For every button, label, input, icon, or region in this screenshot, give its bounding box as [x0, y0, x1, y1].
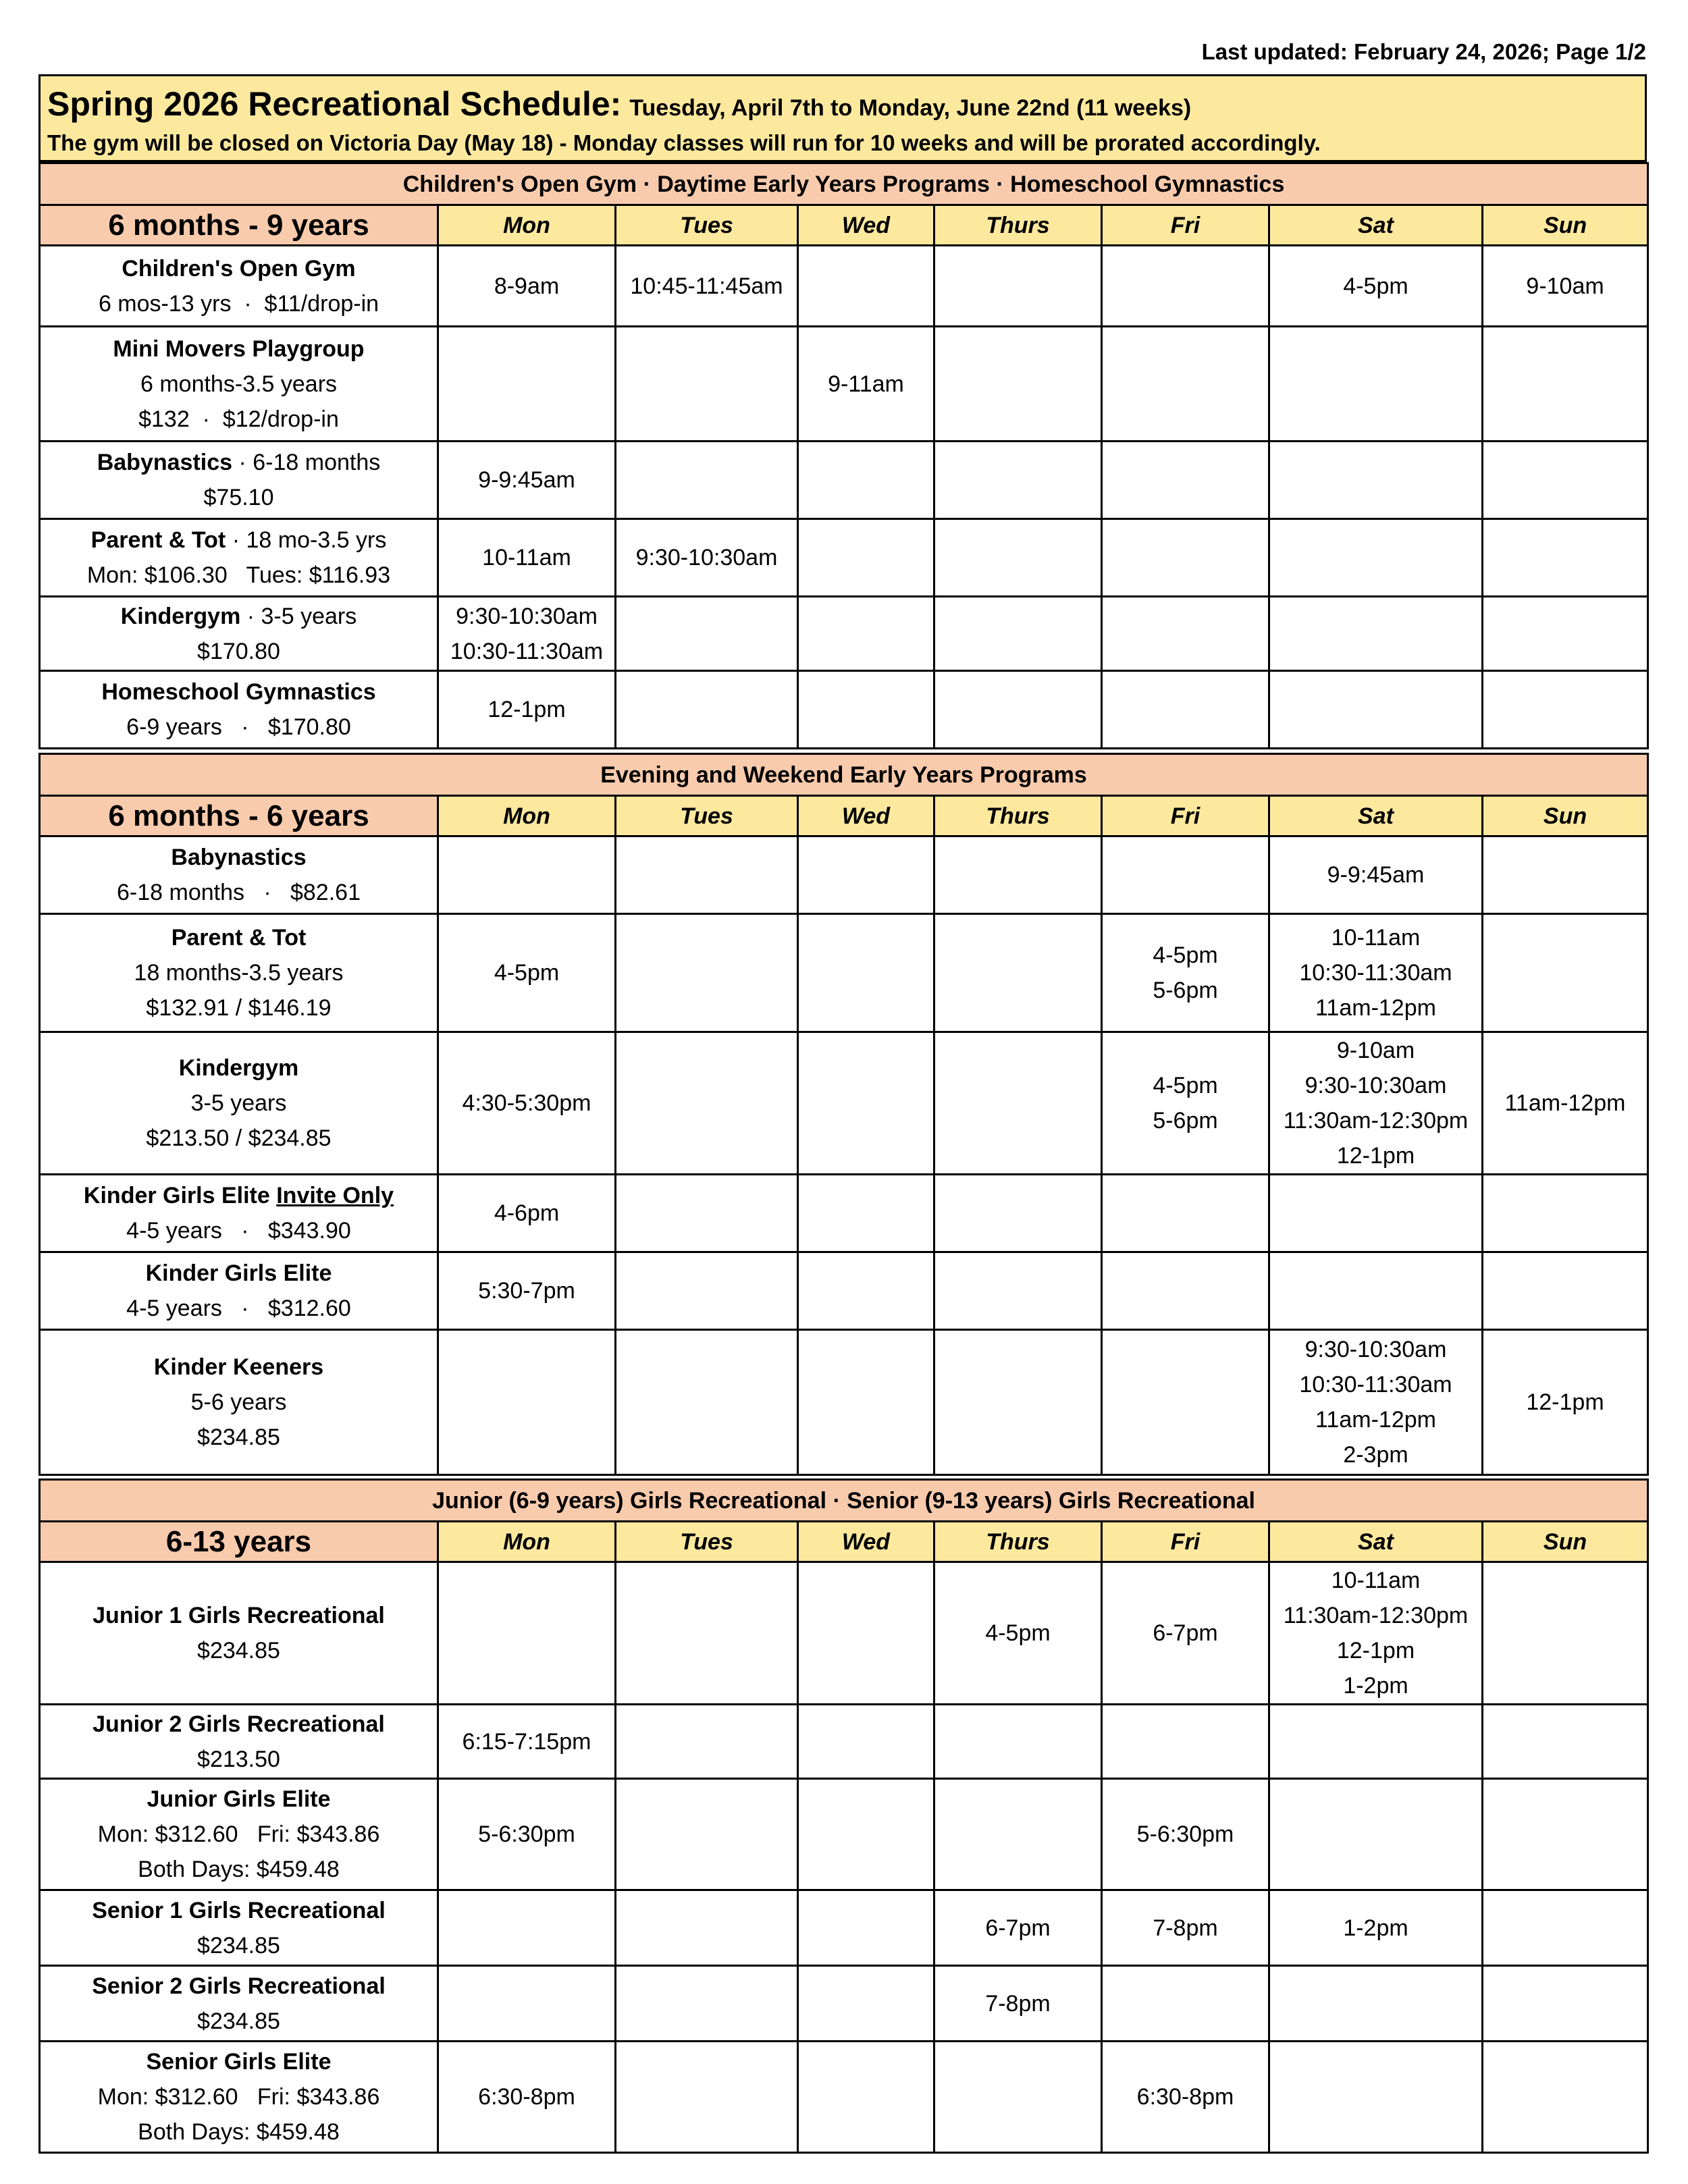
program-name-suffix: · 18 mo-3.5 yrs — [226, 527, 387, 553]
program-name: Junior Girls Elite — [147, 1786, 331, 1812]
program-detail: 4-5 years · $312.60 — [126, 1296, 351, 1321]
day-header: Tues — [616, 1522, 798, 1562]
time-slot: 10-11am — [1331, 1568, 1421, 1593]
program-name: Parent & Tot — [90, 527, 226, 553]
program-detail: $234.85 — [197, 1638, 280, 1663]
day-header-row — [40, 796, 1648, 836]
schedule-table-daytime — [38, 162, 1649, 749]
time-cell — [798, 671, 934, 749]
program-name: Junior 1 Girls Recreational — [93, 1603, 385, 1628]
time-cell — [1102, 442, 1269, 519]
time-slot: 10:30-11:30am — [450, 638, 604, 664]
time-cell — [798, 1252, 934, 1330]
day-header-row — [40, 1522, 1648, 1562]
time-cell — [616, 1032, 798, 1175]
time-cell — [1102, 1890, 1269, 1966]
time-slot: 4:30-5:30pm — [462, 1090, 591, 1116]
program-name: Senior 1 Girls Recreational — [92, 1897, 386, 1923]
program-row — [40, 1890, 1648, 1966]
program-detail: 18 months-3.5 years — [134, 960, 344, 986]
section-banner — [40, 1480, 1648, 1522]
time-cell — [1269, 671, 1483, 749]
time-cell — [1483, 1966, 1648, 2042]
time-cell — [616, 914, 798, 1032]
program-detail: 6-18 months · $82.61 — [117, 880, 361, 905]
time-cell — [1102, 2042, 1269, 2153]
program-name: Babynastics — [97, 450, 233, 475]
day-header-row — [40, 205, 1648, 246]
time-cell — [616, 1330, 798, 1475]
page-title: Spring 2026 Recreational Schedule: — [47, 85, 622, 123]
section-banner — [40, 163, 1648, 205]
time-cell — [1269, 1779, 1483, 1890]
program-detail: Mon: $106.30 Tues: $116.93 — [86, 562, 391, 588]
time-cell — [934, 1966, 1102, 2042]
time-cell — [798, 519, 934, 597]
time-cell — [934, 1779, 1102, 1890]
time-cell — [934, 1032, 1102, 1175]
age-range: 6-13 years — [40, 1522, 438, 1562]
program-cell — [40, 1966, 438, 2042]
time-slot: 9-11am — [828, 371, 904, 397]
day-header: Fri — [1102, 796, 1269, 836]
time-cell — [934, 1330, 1102, 1475]
time-cell — [438, 1705, 616, 1779]
program-name-suffix: · 3-5 years — [240, 603, 357, 629]
program-row — [40, 1252, 1648, 1330]
time-cell — [798, 1705, 934, 1779]
time-cell — [1102, 1032, 1269, 1175]
time-slot: 4-5pm — [1153, 1073, 1218, 1098]
time-cell — [798, 1562, 934, 1705]
time-cell — [1269, 327, 1483, 442]
time-cell — [438, 442, 616, 519]
time-cell — [438, 1966, 616, 2042]
day-header: Sat — [1269, 1522, 1483, 1562]
time-cell — [1269, 1562, 1483, 1705]
program-name: Senior 2 Girls Recreational — [92, 1973, 386, 1999]
time-cell — [798, 1890, 934, 1966]
time-cell — [438, 1562, 616, 1705]
program-name: Kinder Keeners — [153, 1354, 324, 1380]
day-header: Thurs — [934, 796, 1102, 836]
time-cell — [934, 1175, 1102, 1252]
time-slot: 5-6:30pm — [1136, 1821, 1234, 1847]
time-cell — [438, 2042, 616, 2153]
program-cell — [40, 1890, 438, 1966]
time-slot: 8-9am — [494, 273, 560, 299]
time-cell — [934, 671, 1102, 749]
time-cell — [1102, 1779, 1269, 1890]
program-detail: 6 mos-13 yrs · $11/drop-in — [98, 290, 379, 317]
time-cell — [438, 1890, 616, 1966]
program-cell — [40, 1779, 438, 1890]
program-name: Kindergym — [120, 603, 241, 629]
time-slot: 4-5pm — [985, 1620, 1051, 1646]
time-cell — [798, 914, 934, 1032]
time-slot: 9-10am — [1336, 1038, 1415, 1063]
last-updated: Last updated: February 24, 2026; Page 1/2 — [1201, 39, 1646, 64]
day-header: Sun — [1483, 1522, 1648, 1562]
time-cell — [1269, 914, 1483, 1032]
time-slot: 10-11am — [482, 545, 571, 570]
time-slot: 12-1pm — [1526, 1389, 1604, 1415]
time-slot: 9:30-10:30am — [456, 603, 598, 629]
program-name: Kindergym — [178, 1055, 299, 1081]
program-detail: $234.85 — [197, 2008, 280, 2034]
time-cell — [1483, 1705, 1648, 1779]
program-row — [40, 519, 1648, 597]
time-slot: 5-6pm — [1153, 1108, 1218, 1134]
time-cell — [798, 1966, 934, 2042]
program-cell — [40, 1252, 438, 1330]
time-slot: 6-7pm — [1153, 1620, 1218, 1646]
time-cell — [1269, 442, 1483, 519]
day-header: Thurs — [934, 205, 1102, 246]
program-detail: 6-9 years · $170.80 — [126, 714, 351, 740]
time-cell — [438, 1252, 616, 1330]
program-detail: Both Days: $459.48 — [138, 1857, 340, 1882]
time-slot: 6:15-7:15pm — [462, 1728, 591, 1755]
time-cell — [934, 1705, 1102, 1779]
time-cell — [1269, 519, 1483, 597]
day-header: Wed — [798, 1522, 934, 1562]
time-cell — [616, 836, 798, 914]
time-cell — [616, 442, 798, 519]
time-cell — [1483, 671, 1648, 749]
time-cell — [1102, 246, 1269, 327]
program-name: Parent & Tot — [171, 925, 307, 951]
time-cell — [616, 1252, 798, 1330]
program-cell — [40, 246, 438, 327]
program-name: Junior 2 Girls Recreational — [93, 1711, 385, 1737]
time-cell — [1269, 1252, 1483, 1330]
time-slot: 9:30-10:30am — [1304, 1337, 1447, 1362]
time-slot: 10-11am — [1331, 925, 1421, 951]
program-row — [40, 246, 1648, 327]
time-slot: 4-5pm — [494, 960, 560, 986]
program-cell — [40, 597, 438, 671]
time-slot: 11:30am-12:30pm — [1283, 1108, 1469, 1134]
time-cell — [616, 1966, 798, 2042]
time-cell — [1483, 1779, 1648, 1890]
time-slot: 11am-12pm — [1315, 995, 1436, 1021]
program-row — [40, 1562, 1648, 1705]
time-slot: 11am-12pm — [1315, 1407, 1436, 1433]
time-cell — [934, 246, 1102, 327]
time-cell — [934, 914, 1102, 1032]
time-cell — [798, 246, 934, 327]
time-slot: 10:30-11:30am — [1299, 960, 1452, 986]
time-slot: 4-6pm — [494, 1200, 560, 1226]
program-cell — [40, 442, 438, 519]
section-banner-text: Children's Open Gym · Daytime Early Years Programs · Homeschool Gymnastics — [40, 163, 1648, 205]
section-banner-text: Junior (6-9 years) Girls Recreational · Senior (9-13 years) Girls Recreational — [40, 1480, 1648, 1522]
day-header: Wed — [798, 205, 934, 246]
time-slot: 1-2pm — [1343, 1673, 1408, 1699]
program-row — [40, 914, 1648, 1032]
time-cell — [438, 1330, 616, 1475]
time-cell — [798, 2042, 934, 2153]
program-row — [40, 1032, 1648, 1175]
time-slot: 2-3pm — [1343, 1442, 1408, 1468]
time-cell — [616, 327, 798, 442]
program-cell — [40, 1562, 438, 1705]
time-cell — [1483, 836, 1648, 914]
program-name: Children's Open Gym — [122, 255, 356, 282]
time-cell — [438, 1175, 616, 1252]
program-cell — [40, 1330, 438, 1475]
time-cell — [1102, 519, 1269, 597]
time-cell — [438, 914, 616, 1032]
day-header: Fri — [1102, 205, 1269, 246]
time-cell — [934, 597, 1102, 671]
program-detail: $213.50 — [197, 1746, 280, 1772]
day-header: Sat — [1269, 205, 1483, 246]
time-cell — [798, 1330, 934, 1475]
time-cell — [1483, 2042, 1648, 2153]
time-cell — [798, 836, 934, 914]
time-cell — [1269, 246, 1483, 327]
time-cell — [616, 1705, 798, 1779]
time-cell — [1102, 1252, 1269, 1330]
time-cell — [438, 1779, 616, 1890]
time-cell — [616, 246, 798, 327]
time-cell — [934, 836, 1102, 914]
time-slot: 5-6pm — [1153, 978, 1218, 1003]
program-detail: Mon: $312.60 Fri: $343.86 — [97, 2084, 380, 2110]
time-cell — [934, 327, 1102, 442]
program-row — [40, 1705, 1648, 1779]
time-cell — [438, 671, 616, 749]
time-cell — [1102, 597, 1269, 671]
program-detail: $234.85 — [197, 1932, 280, 1959]
program-cell — [40, 1032, 438, 1175]
time-cell — [934, 1890, 1102, 1966]
day-header: Sun — [1483, 796, 1648, 836]
time-cell — [1483, 1562, 1648, 1705]
schedule-table-girls-recreational — [38, 1479, 1649, 2154]
day-header: Mon — [438, 1522, 616, 1562]
time-slot: 4-5pm — [1153, 942, 1218, 968]
time-cell — [1269, 1175, 1483, 1252]
time-cell — [616, 519, 798, 597]
time-cell — [798, 442, 934, 519]
time-slot: 9-10am — [1526, 273, 1604, 299]
invite-only-note: Invite Only — [276, 1183, 394, 1208]
time-cell — [438, 519, 616, 597]
time-slot: 10:30-11:30am — [1299, 1372, 1452, 1397]
time-slot: 1-2pm — [1343, 1915, 1408, 1941]
time-slot: 7-8pm — [1153, 1915, 1218, 1941]
program-name: Kinder Girls Elite — [145, 1260, 332, 1286]
session-dates: Tuesday, April 7th to Monday, June 22nd (11 weeks) — [629, 95, 1192, 121]
time-cell — [1102, 1966, 1269, 2042]
program-detail: Mon: $312.60 Fri: $343.86 — [97, 1821, 380, 1847]
time-cell — [1483, 1252, 1648, 1330]
time-cell — [616, 597, 798, 671]
time-cell — [1269, 2042, 1483, 2153]
program-detail: Both Days: $459.48 — [138, 2119, 340, 2145]
day-header: Wed — [798, 796, 934, 836]
time-cell — [1269, 836, 1483, 914]
closure-note: The gym will be closed on Victoria Day (May 18) - Monday classes will run for 10 weeks and will be prorated accordingly. — [47, 130, 1321, 155]
program-row — [40, 836, 1648, 914]
time-slot: 6:30-8pm — [478, 2084, 575, 2110]
time-cell — [438, 327, 616, 442]
time-cell — [616, 1175, 798, 1252]
time-cell — [934, 2042, 1102, 2153]
program-cell — [40, 519, 438, 597]
time-slot: 4-5pm — [1343, 273, 1408, 299]
time-slot: 7-8pm — [985, 1990, 1051, 2017]
program-row — [40, 1175, 1648, 1252]
day-header: Tues — [616, 796, 798, 836]
program-name-suffix: · 6-18 months — [232, 450, 381, 475]
time-cell — [798, 1779, 934, 1890]
program-row — [40, 1966, 1648, 2042]
time-slot: 9:30-10:30am — [1304, 1073, 1447, 1098]
time-cell — [1102, 914, 1269, 1032]
time-slot: 12-1pm — [1336, 1638, 1415, 1663]
program-cell — [40, 1705, 438, 1779]
time-cell — [616, 1562, 798, 1705]
time-slot: 9:30-10:30am — [635, 545, 778, 570]
time-cell — [438, 597, 616, 671]
section-banner-text: Evening and Weekend Early Years Programs — [40, 754, 1648, 796]
time-cell — [1483, 327, 1648, 442]
program-name: Kinder Girls Elite — [83, 1183, 270, 1208]
program-row — [40, 1330, 1648, 1475]
program-detail: $234.85 — [197, 1424, 280, 1450]
program-name: Mini Movers Playgroup — [113, 336, 365, 362]
program-cell — [40, 671, 438, 749]
time-cell — [1483, 1032, 1648, 1175]
time-cell — [934, 519, 1102, 597]
program-detail: 3-5 years — [190, 1090, 287, 1116]
day-header: Mon — [438, 205, 616, 246]
time-slot: 5-6:30pm — [478, 1821, 575, 1847]
time-cell — [616, 1779, 798, 1890]
time-cell — [1269, 597, 1483, 671]
program-name: Senior Girls Elite — [146, 2049, 332, 2075]
schedule-header — [38, 74, 1647, 162]
time-cell — [616, 1890, 798, 1966]
time-cell — [1102, 1705, 1269, 1779]
program-cell — [40, 2042, 438, 2153]
program-detail: $75.10 — [203, 485, 274, 510]
age-range: 6 months - 6 years — [40, 796, 438, 836]
time-cell — [1483, 1175, 1648, 1252]
program-detail: 5-6 years — [190, 1389, 287, 1415]
time-cell — [934, 442, 1102, 519]
time-cell — [1483, 1890, 1648, 1966]
program-row — [40, 327, 1648, 442]
program-detail: $132.91 / $146.19 — [146, 995, 332, 1021]
time-slot: 5:30-7pm — [478, 1278, 575, 1304]
program-cell — [40, 327, 438, 442]
program-name: Homeschool Gymnastics — [101, 679, 376, 705]
time-slot: 9-9:45am — [478, 467, 575, 493]
time-slot: 10:45-11:45am — [630, 273, 783, 299]
time-cell — [1269, 1705, 1483, 1779]
time-cell — [1102, 1562, 1269, 1705]
day-header: Sat — [1269, 796, 1483, 836]
time-cell — [934, 1252, 1102, 1330]
program-detail: $132 · $12/drop-in — [138, 406, 339, 432]
time-cell — [798, 597, 934, 671]
time-cell — [1483, 519, 1648, 597]
time-slot: 6-7pm — [985, 1915, 1051, 1941]
time-slot: 12-1pm — [487, 697, 566, 722]
program-row — [40, 1779, 1648, 1890]
time-cell — [438, 1032, 616, 1175]
time-slot: 12-1pm — [1336, 1143, 1415, 1169]
time-slot: 11am-12pm — [1504, 1090, 1626, 1116]
program-row — [40, 597, 1648, 671]
program-detail: $170.80 — [197, 638, 280, 664]
day-header: Fri — [1102, 1522, 1269, 1562]
time-cell — [438, 246, 616, 327]
day-header: Sun — [1483, 205, 1648, 246]
section-banner — [40, 754, 1648, 796]
time-cell — [1102, 671, 1269, 749]
time-cell — [1269, 1966, 1483, 2042]
time-cell — [1483, 597, 1648, 671]
program-row — [40, 442, 1648, 519]
time-cell — [1102, 327, 1269, 442]
program-detail: 4-5 years · $343.90 — [126, 1218, 351, 1244]
time-slot: 6:30-8pm — [1136, 2084, 1234, 2110]
time-cell — [1483, 914, 1648, 1032]
age-range: 6 months - 9 years — [40, 205, 438, 246]
time-cell — [798, 1032, 934, 1175]
time-cell — [1483, 246, 1648, 327]
day-header: Thurs — [934, 1522, 1102, 1562]
day-header: Mon — [438, 796, 616, 836]
time-cell — [438, 836, 616, 914]
time-cell — [1483, 442, 1648, 519]
time-cell — [934, 1562, 1102, 1705]
day-header: Tues — [616, 205, 798, 246]
time-cell — [798, 327, 934, 442]
program-cell — [40, 1175, 438, 1252]
time-cell — [1269, 1330, 1483, 1475]
time-slot: 11:30am-12:30pm — [1283, 1603, 1469, 1628]
program-row — [40, 671, 1648, 749]
time-cell — [1269, 1032, 1483, 1175]
program-cell — [40, 914, 438, 1032]
time-cell — [616, 671, 798, 749]
program-cell — [40, 836, 438, 914]
time-cell — [1102, 1330, 1269, 1475]
time-cell — [1102, 1175, 1269, 1252]
time-cell — [1269, 1890, 1483, 1966]
time-cell — [798, 1175, 934, 1252]
schedule-table-evening-weekend — [38, 753, 1649, 1476]
time-slot: 9-9:45am — [1327, 862, 1425, 888]
time-cell — [1483, 1330, 1648, 1475]
program-name: Babynastics — [171, 845, 307, 870]
program-detail: 6 months-3.5 years — [140, 371, 338, 397]
program-row — [40, 2042, 1648, 2153]
program-detail: $213.50 / $234.85 — [146, 1125, 332, 1151]
time-cell — [1102, 836, 1269, 914]
time-cell — [616, 2042, 798, 2153]
